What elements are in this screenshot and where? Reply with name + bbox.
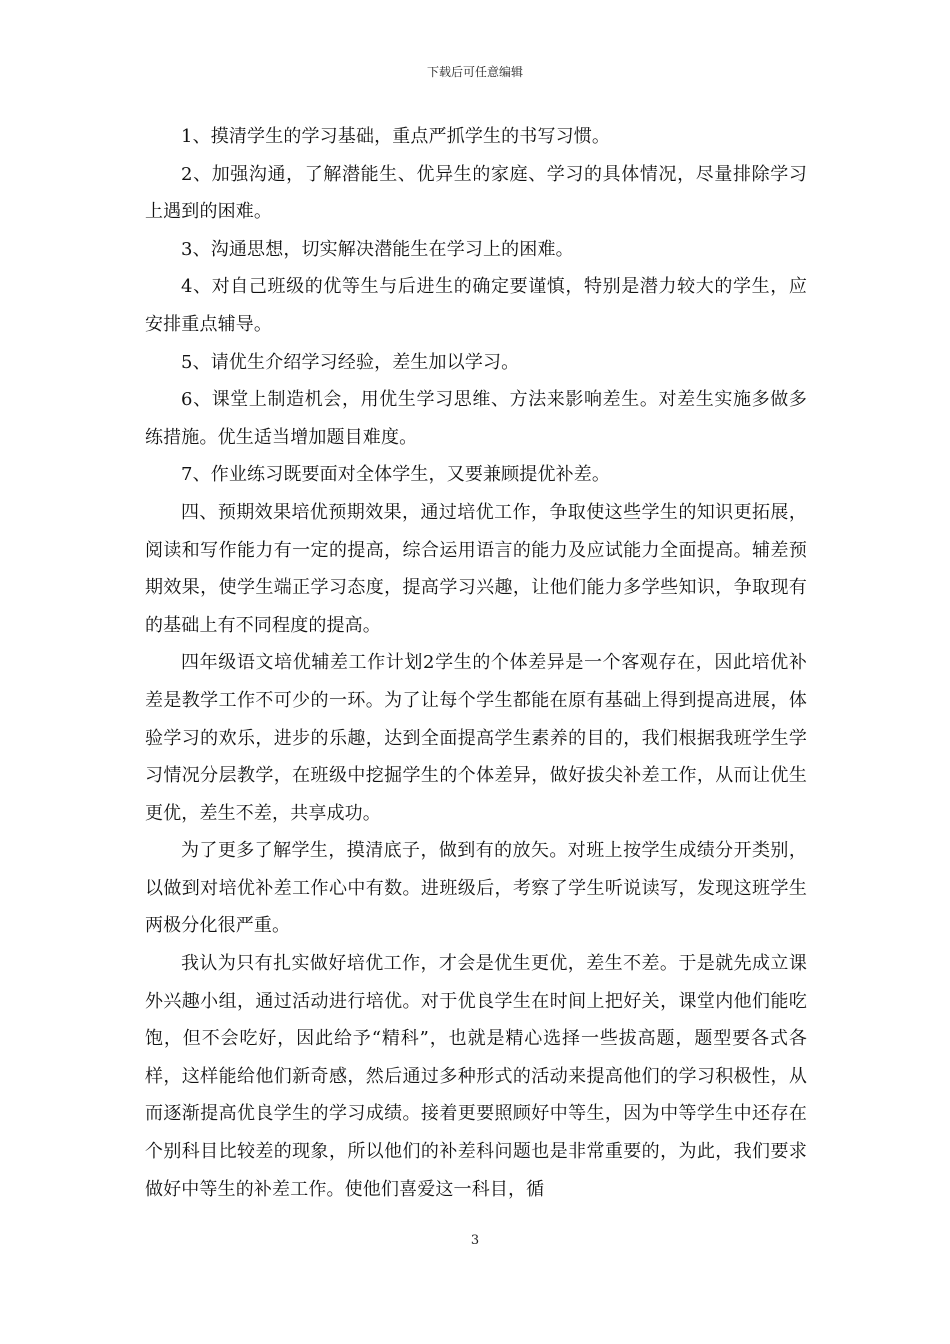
paragraph-understand-students: 为了更多了解学生，摸清底子，做到有的放矢。对班上按学生成绩分开类别，以做到对培优补差工作心中有数。进班级后，考察了学生听说读写，发现这班学生两极分化很严重。 — [145, 840, 807, 937]
paragraph-4: 4、对自己班级的优等生与后进生的确定要谨慎，特别是潜力较大的学生，应安排重点辅导。 — [145, 276, 807, 335]
paragraph-1: 1、摸清学生的学习基础，重点严抓学生的书写习惯。 — [181, 126, 611, 147]
paragraph-7: 7、作业练习既要面对全体学生，又要兼顾提优补差。 — [181, 464, 611, 486]
paragraph-expected-effect: 四、预期效果培优预期效果，通过培优工作，争取使这些学生的知识更拓展，阅读和写作能力有一定的提高，综合运用语言的能力及应试能力全面提高。辅差预期效果，使学生端正学习态度，提高学习兴趣，让他们能力多学些知识，争取现有的基础上有不同程度的提高。 — [145, 501, 807, 636]
page-footer — [0, 1233, 950, 1249]
paragraph-plan-2-intro: 四年级语文培优辅差工作计划2学生的个体差异是一个客观存在，因此培优补差是教学工作不可少的一环。为了让每个学生都能在原有基础上得到提高进展，体验学习的欢乐，进步的乐趣，达到全面提高学生素养的目的，我们根据我班学生学习情况分层教学，在班级中挖掘学生的个体差异，做好拔尖补差工作，从而让优生更优，差生不差，共享成功。 — [145, 652, 807, 824]
page-header — [0, 64, 950, 80]
page-number: 3 — [470, 1233, 480, 1248]
header-note: 下载后可任意编辑 — [426, 65, 523, 79]
paragraph-2: 2、加强沟通，了解潜能生、优异生的家庭、学习的具体情况，尽量排除学习上遇到的困难。 — [145, 163, 807, 223]
paragraph-5: 5、请优生介绍学习经验，差生加以学习。 — [181, 351, 520, 373]
paragraph-6: 6、课堂上制造机会，用优生学习思维、方法来影响差生。对差生实施多做多练措施。优生适当增加题目难度。 — [145, 389, 807, 448]
paragraph-cultivate-excellence: 我认为只有扎实做好培优工作，才会是优生更优，差生不差。于是就先成立课外兴趣小组，通过活动进行培优。对于优良学生在时间上把好关，课堂内他们能吃饱，但不会吃好，因此给予“精科”，也就是精心选择一些拔高题，题型要各式各样，这样能给他们新奇感，然后通过多种形式的活动来提高他们的学习积极性，从而逐渐提高优良学生的学习成绩。接着更要照顾好中等生，因为中等学生中还存在个别科目比较差的现象，所以他们的补差科问题也是非常重要的，为此，我们要求做好中等生的补差工作。使他们喜爱这一科目，循 — [145, 953, 807, 1200]
document-body — [145, 118, 807, 1208]
paragraph-3: 3、沟通思想，切实解决潜能生在学习上的困难。 — [181, 238, 574, 260]
